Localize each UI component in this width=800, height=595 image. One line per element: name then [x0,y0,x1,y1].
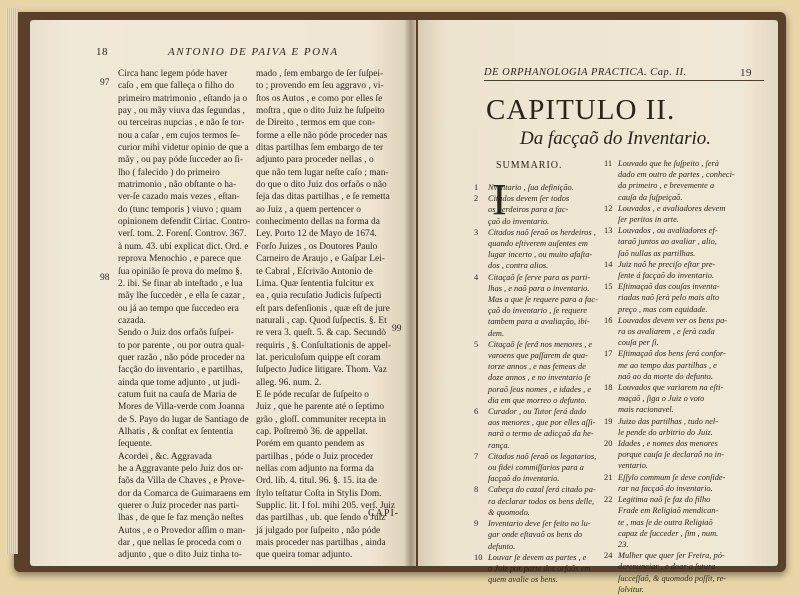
text-line: naturali , cap. Quod ſuſpectis. §. Et [256,315,387,326]
text-line: das partilhas , ub. que ſendo o Juiz [256,513,386,524]
summary-text: Citados naõ ſeraõ os legatarios, [488,451,597,461]
summary-line [604,505,754,516]
summary-line [604,360,754,371]
summary-text: ou fidei commiſſarios para a [488,463,584,473]
summary-line [474,384,602,395]
right-running-head: DE ORPHANOLOGIA PRACTICA. Cap. II. [484,67,687,78]
summary-text: Juizo das partilhas , tudo nel- [618,416,719,426]
summary-text: naõ ao da morte do defunto. [618,371,713,381]
summary-line [474,372,602,383]
margin-number: 98 [100,273,110,283]
text-line: cazada. [118,315,146,326]
summary-line [474,227,602,238]
summary-text: Citaçaõ ſe ſerá nos menores , e [488,339,593,349]
text-line: ſeja das ditas partilhas , e ſe remetta [256,192,390,203]
summary-text: Citados naõ ſeraõ os herdeiros , [488,227,596,237]
text-line: he a Aggravante pelo Juiz dos or- [118,464,244,474]
summary-text: o Juiz por parte dos orfaõs em [488,563,591,573]
summary-text: Juiz naõ he preciſo eſtar pre- [618,259,716,269]
summary-text: Louvados , ou avaliadores ef- [618,226,718,236]
text-line: caſo , em que falleça o filho do [118,81,235,92]
text-line: mãy lhe ſuccedèr , e ella ſe cazar , [118,291,246,302]
text-line: dar , que nellas ſe proceda com o [118,538,242,549]
summary-text: ſer peritos in arte. [618,215,679,225]
summary-line [604,158,754,169]
text-line: Alhatis , & conſtat ex ſententia [118,426,234,437]
text-line: to ; provendo em ſeu aggravo , vi- [256,81,384,92]
summary-text: torze annos , e nas femeas de [488,362,586,372]
summary-text: Eſſylo commum ſe deve conſide- [618,472,726,482]
summary-text: Nventario , ſua definição. [488,183,574,192]
summary-item-number: 9 [474,519,479,529]
summary-item-number: 17 [604,349,613,359]
summary-line [604,192,754,203]
summary-text: rar na facçaõ do inventario. [618,483,713,493]
summary-text: narà o termo de adicçaõ da he- [488,429,594,439]
summary-text: Louvar ſe devem as partes , e [488,552,587,562]
head-rule [484,80,764,81]
summary-line [604,561,754,572]
summary-line [474,428,602,439]
text-line: te Cabral , Eſcrivão Antonio de [256,266,373,277]
summary-text: facçaõ do inventario. [488,474,560,484]
text-line: dor da Comarca de Guimaraens em [118,488,251,499]
text-line: alleg. 96. num. 2. [256,377,322,388]
summary-text: gar onde eſtavaõ os bens do [488,530,583,540]
summary-line [604,292,754,303]
text-line: Carneiro de Araujo , e Gaſpar Lei- [256,254,385,265]
summary-line [474,417,602,428]
text-line: facção do inventario , e partilhas, [118,365,243,376]
summary-line [474,249,602,260]
summary-item-number: 1 [474,183,479,192]
summary-line [604,573,754,584]
summary-text: ra os avaliarem , e ſerà cada [618,327,715,337]
left-running-head: ANTONIO DE PAIVA E PONA [168,46,339,58]
summary-line [474,518,602,529]
summary-text: Eſtimaçaõ dos bens ſerá confor- [618,349,726,359]
summary-text: quem avalie os bens. [488,575,558,585]
summary-line [474,361,602,372]
summary-text: ra declarar todos os bens delle, [488,496,595,506]
summary-line [604,393,754,404]
summary-item-number: 21 [604,472,613,482]
text-line: quer razão , não póde proceder na [118,352,245,363]
summary-item-number: 18 [604,383,613,393]
summary-item-number: 13 [604,226,613,236]
text-line: grão , gloſſ. communiter recepta in [256,414,386,425]
summary-line [474,238,602,249]
summary-text: te , mas ſe de outra Religiaõ [618,517,713,527]
summary-text: Louvados devem ver os bens pa- [618,315,728,325]
text-line: adjunto para proceder nellas , o [256,155,374,166]
summary-line [604,460,754,471]
summary-text: Citaçaõ ſe ſerve para as parti- [488,272,591,282]
summary-text: cauſa da ſuſpeiçaõ. [618,192,683,202]
summary-line [604,483,754,494]
summary-line [604,371,754,382]
summary-text: dem. [488,328,505,338]
summary-line [604,438,754,449]
text-line: requiris , §. Conſultationis de appel- [256,340,392,351]
text-line: que não tem lugar neſte caſo ; man- [256,167,389,178]
text-line: primeiro matrimonio , eſtando ja o [118,93,248,104]
summary-line [604,416,754,427]
summary-line [474,473,602,484]
summary-column-1 [474,182,602,585]
summary-text: Mulher que quer ſer Freira, pó- [618,551,725,561]
summary-line [474,484,602,495]
left-column-1 [118,68,252,562]
summary-line [604,517,754,528]
text-line: querer o Juiz proceder nas parti- [118,501,240,512]
text-line: nou a caſar , em cujos termos ſe- [118,130,240,141]
text-line: ſuſpecto Judice litigare. Thom. Vaz [256,365,387,376]
summary-item-number: 14 [604,259,613,269]
summary-heading: SUMMARIO. [496,160,563,171]
text-line: to por parente , ou por outra qual- [118,340,245,351]
text-line: lhas , de que ſe faz menção neſtes [118,513,244,524]
summary-line [604,584,754,595]
summary-item-number: 4 [474,272,479,282]
text-line: Porém em quanto pendem as [256,439,365,450]
drop-cap: I [492,175,507,224]
text-line: catum fuit na cauſa de Maria de [118,389,237,400]
summary-text: çaõ do inventario , ſe requere [488,306,587,316]
text-line: ditas partilhas ſem embargo de ter [256,143,384,154]
summary-line [474,507,602,518]
summary-text: Louvados , e avaliadores devem [618,203,726,213]
summary-text: couſa per ſi. [618,338,659,348]
summary-text: Louvados que variarem na eſti- [618,383,724,393]
text-line: forme a elle não póde proceder nas [256,130,388,141]
summary-text: Idades , e nomes dos menores [618,439,718,449]
text-line: verſ. tom. 2. Forenſ. Controv. 367. [118,229,247,240]
summary-line [474,283,602,294]
summary-line [474,182,602,193]
text-line: 2. ibi. Se finar ab inteſtado , e lua [118,278,243,289]
summary-text: lugar incerto , ou muito afaſta- [488,250,593,260]
summary-line [474,552,602,563]
summary-text: & quomodo. [488,507,530,517]
summary-text: le pende do arbitrio do Juiz. [618,427,713,437]
text-line: Juiz , que he parente até o ſeptimo [256,402,385,413]
summary-line [474,204,602,215]
summary-text: os herdeiros para a fac- [488,205,569,215]
summary-text: me ao tempo das partilhas , e [618,360,717,370]
summary-text: Mas a que ſe requere para a fac- [488,295,598,305]
summary-line [474,541,602,552]
right-page-number: 19 [740,67,752,79]
text-line: do que o dito Juiz dos orfaõs o não [256,180,387,191]
text-line: ver-ſe cazado mais vezes , eſtan- [118,192,240,203]
summary-text: Frade em Religiaõ mendican- [618,506,719,516]
text-line: do (tunc temporis ) viuvo ; quam [118,204,242,215]
text-line: que queira tomar adjunto. [256,550,353,561]
text-line: cap. Poſtremò 36. de appellat. [256,426,368,437]
summary-text: Louvado que he ſuſpeito , ſerà [618,159,719,168]
text-line: mais proceder nas partilhas , ainda [256,538,386,549]
text-line: mado , ſem embargo de ſer ſuſpei- [256,69,384,79]
summary-line [474,294,602,305]
summary-line [604,169,754,180]
summary-item-number: 20 [604,439,613,449]
left-page-number: 18 [96,46,108,58]
text-line: conhecimento dellas na forma da [256,217,380,228]
summary-line [474,339,602,350]
page-edges [6,8,18,554]
summary-line [604,539,754,550]
summary-text: ſolvitur. [618,584,644,594]
summary-text: Inventario deve ſer feito no lu- [488,519,591,529]
summary-text: Legitima naõ ſe faz do filho [618,495,711,505]
text-line: partilhas , póde o Juiz proceder [256,451,374,462]
text-line: Autos , e o Provedor aſſim o man- [118,525,246,536]
text-line: ou já ao tempo que ſuccedeo era [118,303,239,314]
summary-text: ſaõ nullas as partilhas. [618,248,696,258]
summary-item-number: 15 [604,282,613,292]
text-line: já julgado por ſuſpeito , não póde [256,525,381,536]
summary-line [604,248,754,259]
summary-item-number: 22 [604,495,613,505]
text-line: lho ( falecido ) do primeiro [118,167,220,178]
chapter-subtitle: Da facçaõ do Inventario. [520,128,712,149]
summary-line [604,404,754,415]
text-line: ao Juiz , a quem pertencer o [256,204,361,215]
summary-line [474,451,602,462]
summary-text: quando eſtiverem auſentes em [488,239,588,249]
summary-item-number: 3 [474,227,479,237]
summary-line [474,193,602,204]
text-line: reprova Menochio , e parece que [118,254,241,265]
text-line: Forſo Juizes , os Doutores Paulo [256,241,378,252]
text-line: ainda que tome adjunto , ut judi- [118,377,241,388]
text-line: E ſe póde recuſar de ſuſpeito o [256,389,369,400]
summary-line [604,180,754,191]
summary-text: defunto. [488,541,516,551]
summary-text: riadas naõ ſerà pelo mais alto [618,293,720,303]
summary-line [604,203,754,214]
summary-line [604,326,754,337]
summary-text: Citados devem ſer todos [488,194,570,204]
summary-text: poraõ ſeus nomes , e idades , e [488,384,592,394]
text-line: de S. Payo do lugar de Santiago de [118,414,249,425]
text-line: Lima. Quæ ſententia fulcitur ex [256,278,374,289]
summary-line [604,528,754,539]
summary-text: taraõ juntos ao avaliar , alio, [618,237,717,247]
catchword: CAPI- [368,508,400,519]
summary-item-number: 12 [604,203,613,213]
summary-line [604,259,754,270]
summary-item-number: 19 [604,416,613,426]
summary-text: dos , contra alios. [488,261,549,271]
summary-line [604,315,754,326]
text-line: opinionem defendit Ciriac. Contro- [118,217,251,228]
summary-text: lhas , e naõ para o inventario. [488,283,590,293]
summary-text: ſucceſſaõ, & quomodo poſſit, re- [618,573,727,583]
text-line: re vera 3. queſt. 5. & cap. Secundò [256,328,386,339]
text-line: de Direito , termos em que con- [256,118,375,129]
text-line: matrimonio , não obſtante o ha- [118,180,237,191]
summary-column-2 [604,158,754,595]
text-line: nellas com adjunto na forma da [256,464,374,474]
text-line: Circa hanc legem póde haver [118,69,228,79]
text-line: ſtos os Autos , e como por elles ſe [256,93,383,104]
summary-line [604,472,754,483]
summary-text: ventario. [618,461,649,471]
text-line: à num. 43. ubi explicat dict. Ord. e [118,241,249,252]
text-line: Supplic. lit. I fol. mihi 205. verſ. Juiz [256,501,396,512]
summary-line [604,225,754,236]
summary-item-number: 11 [604,159,613,168]
summary-line [604,236,754,247]
summary-line [604,382,754,393]
summary-item-number: 2 [474,194,479,204]
text-line: Sendo o Juiz dos orfaõs ſuſpei- [118,328,234,339]
text-line: pay , ou mãy viuva das ſegundas , [118,106,245,117]
summary-item-number: 10 [474,552,483,562]
summary-text: derenunciar , e doar a ſutura [618,562,716,572]
summary-text: Eſtimaçaõ das couſas inventa- [618,282,720,292]
summary-item-number: 8 [474,485,479,495]
summary-line [474,440,602,451]
left-column-2 [256,68,396,562]
summary-text: doze annos , e no inventario ſe [488,373,591,383]
text-line: Mores de Villa-verde com Joanna [118,402,245,413]
summary-item-number: 7 [474,451,479,461]
text-line: mãy , ou pay póde ſucceder ao ſi- [118,155,243,166]
summary-text: mais racionavel. [618,405,674,415]
summary-line [474,563,602,574]
summary-text: dia em que morreo o defunto. [488,395,587,405]
summary-item-number: 24 [604,551,613,561]
text-line: curior mihi videtur opinio de que a [118,143,249,154]
summary-line [604,270,754,281]
text-line: ſtylo teſtatur Coſta in Stylis Dom. [256,488,382,499]
chapter-title: CAPITULO II. [486,94,676,126]
summary-line [604,304,754,315]
summary-line [474,529,602,540]
summary-line [474,328,602,339]
summary-text: capaz de ſucceder , ſim , num. [618,528,719,538]
summary-text: tambem para a avaliação, ibi- [488,317,590,327]
summary-line [474,496,602,507]
summary-text: dado em outro de partes , conheci- [618,170,735,180]
summary-text: çaõ do inventario. [488,216,550,226]
text-line: faõs da Villa de Chaves , e Prove- [118,476,245,487]
summary-text: maçaõ , ſiga o Juiz o voto [618,394,705,404]
text-line: ſequente. [118,439,153,450]
summary-line [604,494,754,505]
summary-line [604,214,754,225]
summary-text: aos menores , que por elles aſſi- [488,418,596,428]
text-line: Acordei , &c. Aggravada [118,451,212,462]
summary-item-number: 16 [604,315,613,325]
summary-line [604,550,754,561]
summary-text: Curador , ou Tutor ſerá dado [488,407,587,417]
summary-text: preço , mas com equidade. [618,304,708,314]
summary-line [604,427,754,438]
text-line: Ley. Porto 12 de Mayo de 1674. [256,229,377,240]
summary-text: Cabeça do cazal ſerá citado pa- [488,485,596,495]
summary-line [474,216,602,227]
text-line: adjunto , que o dito Juiz tinha to- [118,550,242,561]
text-line: lat. periculoſum quippe eſt coram [256,352,381,363]
text-line: moſtra , que o dito Juiz he ſuſpeito [256,106,385,117]
summary-text: da primeiro , e brevemente a [618,181,715,191]
summary-line [604,281,754,292]
margin-number: 99 [392,324,402,334]
summary-line [474,350,602,361]
summary-line [474,462,602,473]
text-line: Ord. lib. 4. titul. 96. §. 15. ita de [256,476,378,487]
text-line: ſua opinião ſe prova do meſmo §. [118,266,243,277]
summary-line [474,395,602,406]
summary-text: ſente á facçaõ do inventario. [618,271,715,281]
summary-line [474,316,602,327]
margin-number: 97 [100,78,110,88]
gutter [404,20,418,566]
summary-line [474,305,602,316]
summary-text: rança. [488,440,510,450]
summary-line [604,337,754,348]
summary-line [604,449,754,460]
summary-item-number: 6 [474,407,479,417]
summary-line [474,272,602,283]
summary-line [474,260,602,271]
summary-item-number: 5 [474,339,479,349]
text-line: ea , quia recuſatio Judicis ſuſpecti [256,291,382,302]
text-line: eſt pars defenſionis , quæ eſt de jure [256,303,390,314]
summary-line [474,406,602,417]
summary-text: 23. [618,539,629,549]
summary-text: varoens que paſſarem de qua- [488,351,588,361]
text-line: ou terceiras nupcias , e não ſe tor- [118,118,245,129]
summary-text: porque cauſa ſe declaraõ no in- [618,450,724,460]
summary-line [604,348,754,359]
